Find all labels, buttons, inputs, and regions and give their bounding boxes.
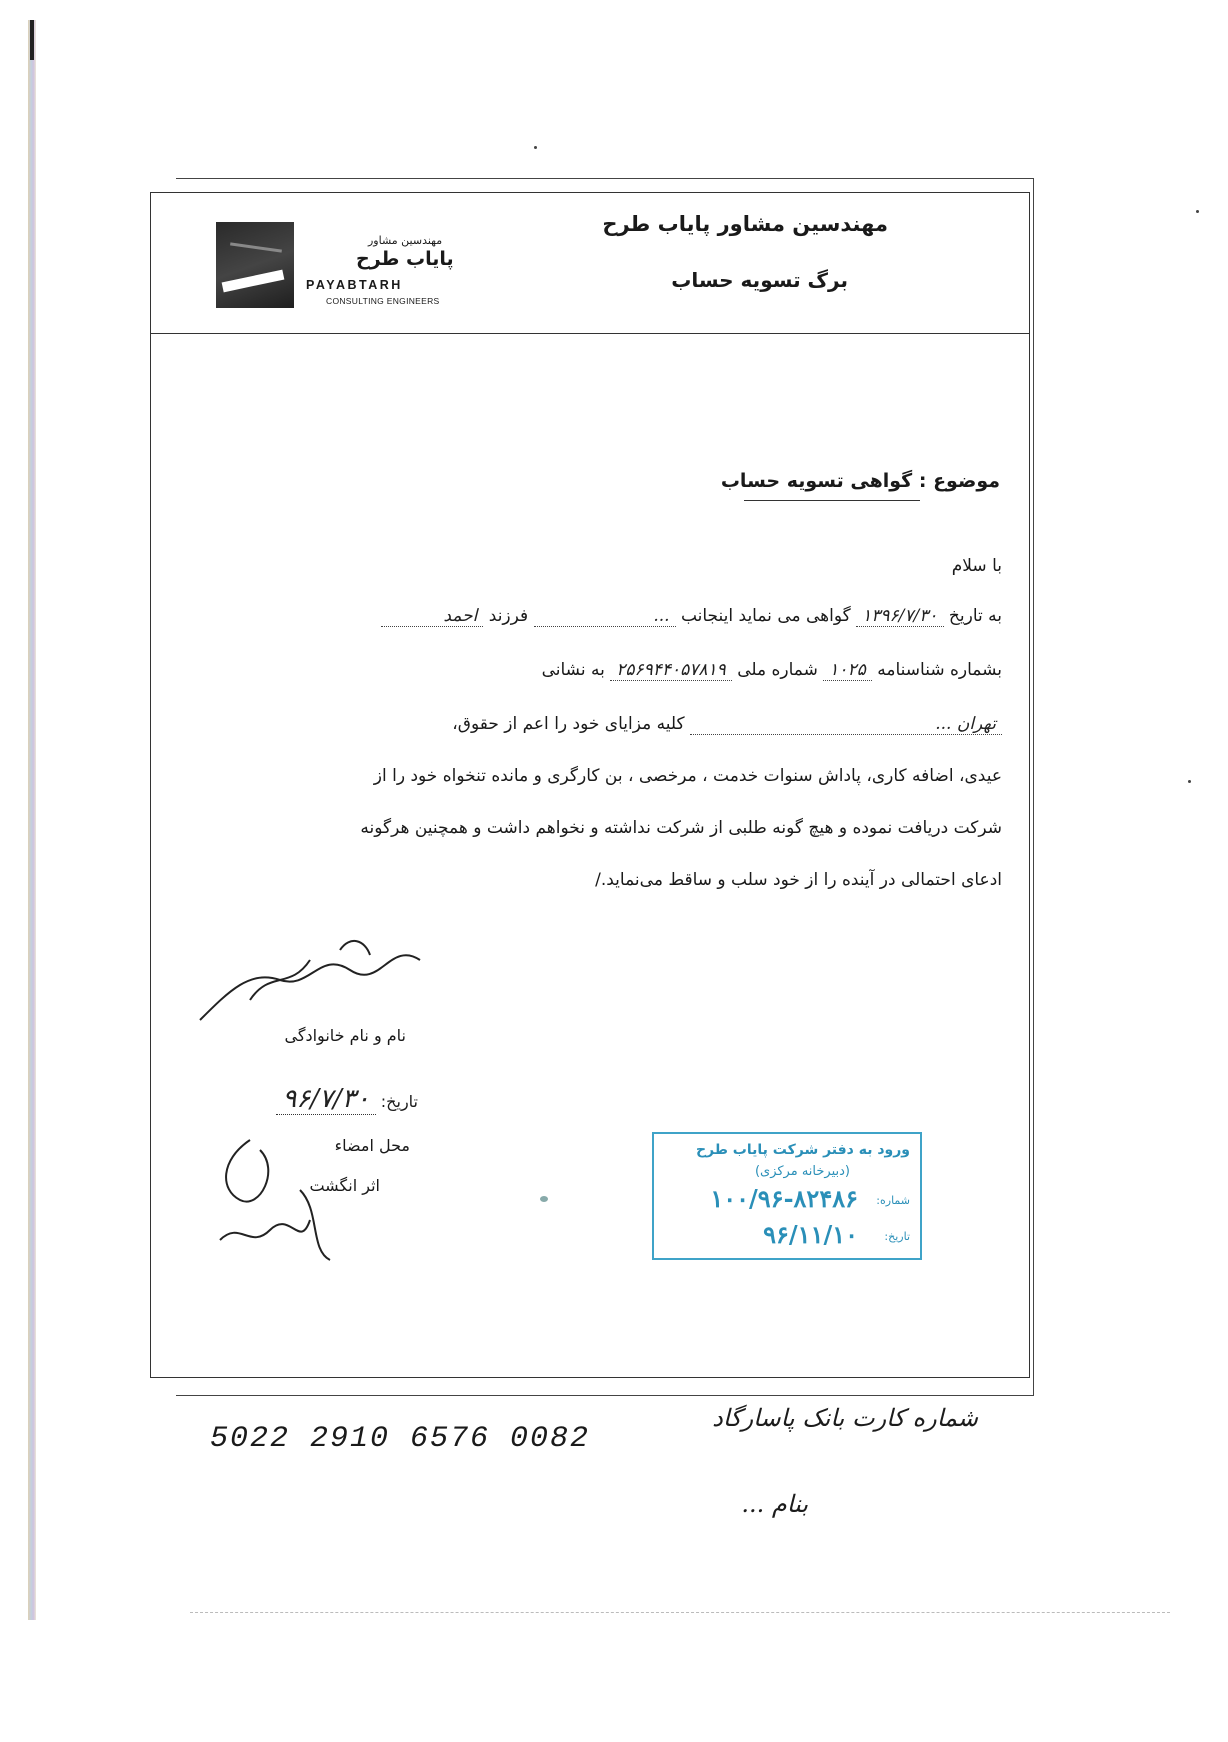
filled-address: تهران ... (690, 714, 1002, 735)
logo-fa-name: پایاب طرح (356, 248, 454, 270)
registry-stamp (652, 1132, 922, 1260)
body-text: فرزند (488, 606, 529, 626)
subject-underline (744, 500, 920, 501)
stamp-date-label: تاریخ: (884, 1230, 910, 1243)
scan-speck (1188, 780, 1191, 783)
stamp-date-value: ۹۶/۱۱/۱۰ (763, 1220, 858, 1249)
body-line-1 (381, 606, 1002, 627)
body-text: به نشانی (541, 660, 605, 680)
body-text: بشماره شناسنامه (877, 660, 1002, 680)
stamp-number-value: ۱۰۰/۹۶-۸۲۴۸۶ (710, 1184, 858, 1213)
body-text: شماره ملی (737, 660, 818, 680)
body-line-5: شرکت دریافت نموده و هیچ گونه طلبی از شرکت نداشته و نخواهم داشت و همچنین هرگونه (360, 818, 1002, 838)
stamp-number-label: شماره: (876, 1194, 910, 1207)
signature-date-value: ۹۶/۷/۳۰ (276, 1084, 375, 1115)
date-label: تاریخ: (380, 1092, 418, 1111)
filled-national-id: ۲۵۶۹۴۴۰۵۷۸۱۹ (610, 660, 732, 681)
stamp-title: ورود به دفتر شرکت پایاب طرح (695, 1142, 910, 1158)
card-note: شماره کارت بانک پاسارگاد (712, 1404, 978, 1432)
card-holder: بنام ... (741, 1490, 808, 1518)
filled-id-number: ۱۰۲۵ (823, 660, 872, 681)
stamp-subtitle: (دبیرخانه مرکزی) (754, 1164, 850, 1179)
company-name: مهندسین مشاور پایاب طرح (602, 212, 888, 236)
subject-line: موضوع : گواهی تسویه حساب (720, 470, 1000, 492)
body-text: کلیه مزایای خود را اعم از حقوق، (452, 714, 685, 734)
greeting: با سلام (951, 556, 1002, 576)
logo-en-subtitle: CONSULTING ENGINEERS (326, 296, 440, 306)
scan-speck (534, 146, 537, 149)
filled-date: ۱۳۹۶/۷/۳۰ (856, 606, 943, 627)
logo-fa-small: مهندسین مشاور (368, 234, 443, 247)
scan-mark-artifact (30, 20, 34, 60)
logo-mark (216, 222, 294, 308)
body-line-2 (542, 660, 1002, 681)
scan-speck (540, 1196, 548, 1202)
body-text: گواهی می نماید اینجانب (680, 606, 851, 626)
scan-bottom-edge (190, 1612, 1170, 1614)
scan-edge-artifact (28, 20, 36, 1620)
handwritten-signature (210, 1130, 370, 1270)
name-label: نام و نام خانوادگی (284, 1026, 406, 1045)
scan-speck (1196, 210, 1199, 213)
sign-label: محل امضاء (334, 1136, 410, 1155)
body-line-3 (452, 714, 1002, 735)
filled-father-name: احمد (381, 606, 483, 627)
signature-date-row (276, 1084, 418, 1115)
handwritten-signature-name (190, 930, 430, 1030)
body-line-6: ادعای احتمالی در آینده را از خود سلب و ساقط می‌نماید./ (595, 870, 1002, 890)
bank-card-number: 5022 2910 6576 0082 (210, 1422, 591, 1456)
form-title: برگ تسویه حساب (671, 268, 848, 292)
fingerprint-label: اثر انگشت (309, 1176, 380, 1195)
filled-employee-name: ... (534, 606, 676, 627)
logo-en-name: PAYABTARH (306, 278, 403, 292)
body-text: به تاریخ (948, 606, 1002, 626)
body-line-4: عیدی، اضافه کاری، پاداش سنوات خدمت ، مرخصی ، بن کارگری و مانده تنخواه خود را از (373, 766, 1002, 786)
